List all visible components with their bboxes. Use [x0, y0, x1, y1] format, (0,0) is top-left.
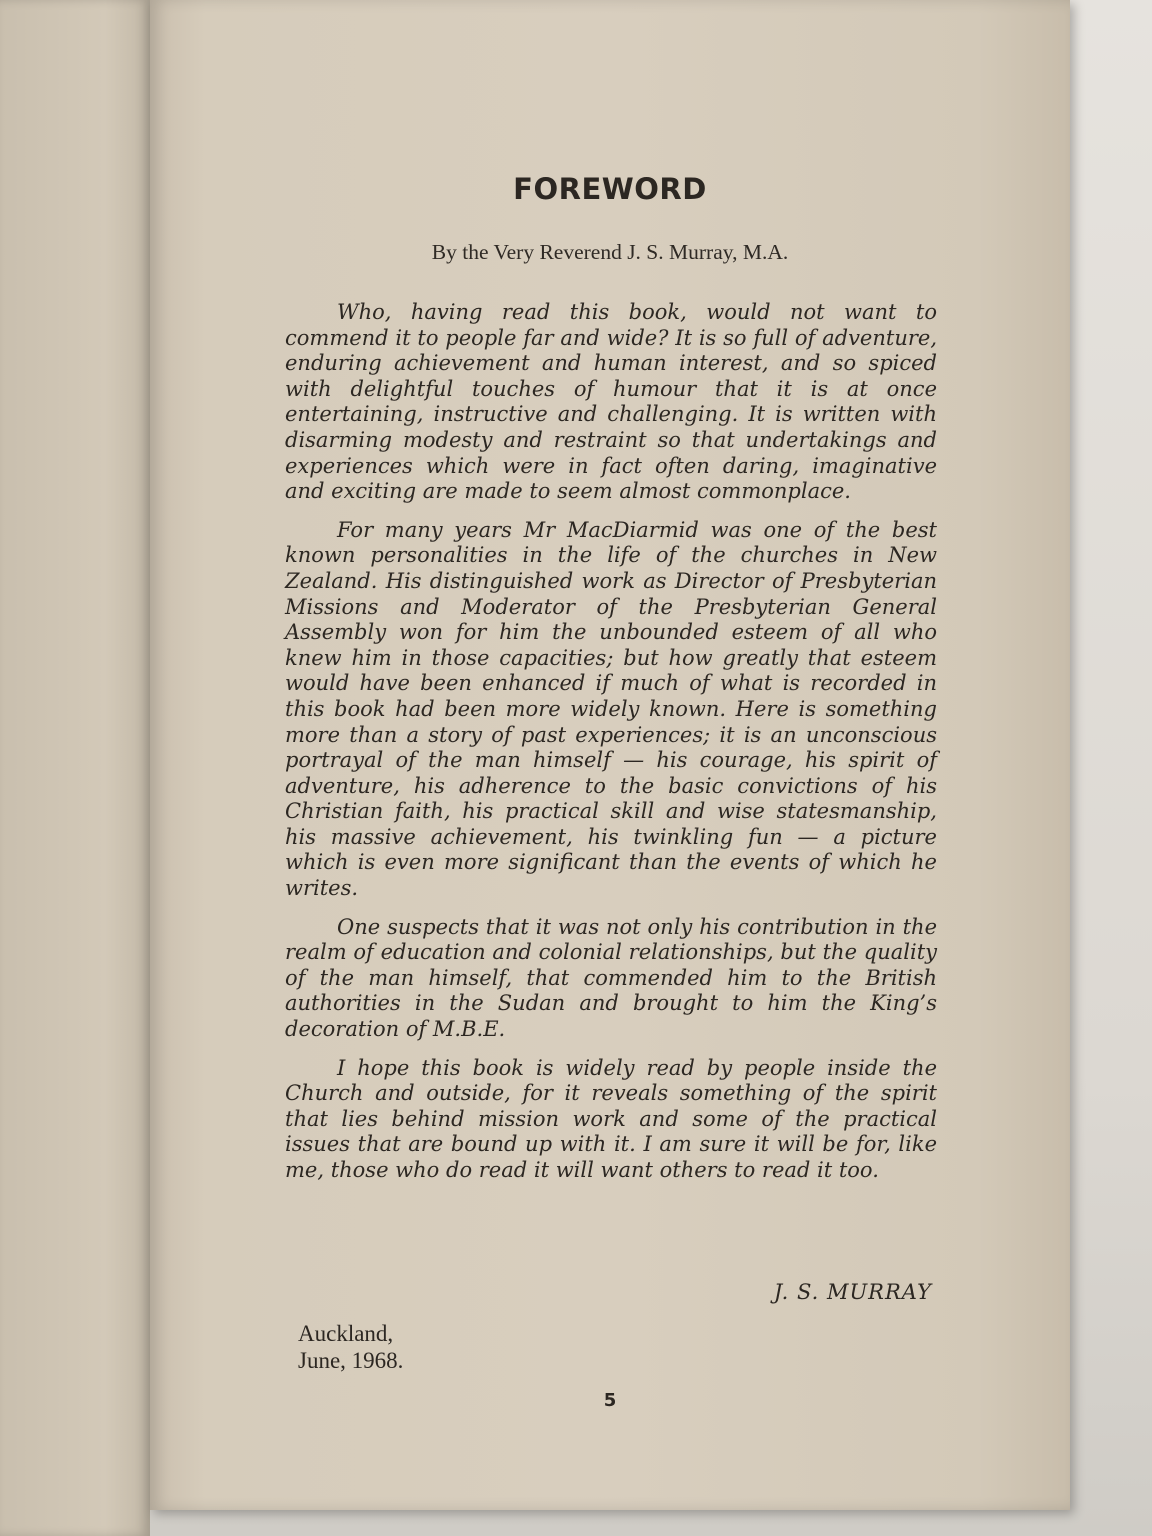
place-and-date: [298, 1320, 403, 1374]
author-byline: By the Very Reverend J. S. Murray, M.A.: [431, 240, 789, 264]
page-title: FOREWORD: [513, 172, 707, 206]
foreword-body: [285, 300, 937, 1197]
page-number: 5: [603, 1390, 617, 1411]
paragraph-4: I hope this book is widely read by people inside the Church and outside, for it reveals something of the spirit that lies behind mission work and some of the practical issues that are bound up with it. I am sure it will be for, like me, those who do read it will want others to read it too.: [285, 1055, 937, 1182]
paragraph-3: One suspects that it was not only his contribution in the realm of education and colonial relationships, but the quality of the man himself, that commended him to the British authorities in the Sudan and brought to him the King’s decoration of M.B.E.: [285, 914, 937, 1042]
paragraph-2: For many years Mr MacDiarmid was one of the best known personalities in the life of the churches in New Zealand. His distinguished work as Director of Presbyterian Missions and Moderator of the Presbyterian General Assembly won for him the unbounded esteem of all who knew him in those capacities; but how greatly that esteem would have been enhanced if much of what is recorded in this book had been more widely known. Here is something more than a story of past experiences; it is an unconscious portrayal of the man himself — his courage, his spirit of adventure, his adherence to the basic convictions of his Christian faith, his practical skill and wise statesmanship, his massive achievement, his twinkling fun — a picture which is even more significant than the events of which he writes.: [285, 517, 937, 901]
date: June, 1968.: [298, 1348, 404, 1373]
book-page: [150, 0, 1070, 1510]
place: Auckland,: [298, 1321, 394, 1346]
paragraph-1: Who, having read this book, would not want to commend it to people far and wide? It is so full of adventure, enduring achievement and human interest, and so spiced with delightful touches of humour that it is at once entertaining, instructive and challenging. It is written with disarming modesty and restraint so that undertakings and experiences which were in fact often daring, imaginative and exciting are made to seem almost commonplace.: [285, 300, 937, 504]
signature: J. S. MURRAY: [773, 1280, 932, 1304]
previous-page-edge: [0, 0, 150, 1536]
